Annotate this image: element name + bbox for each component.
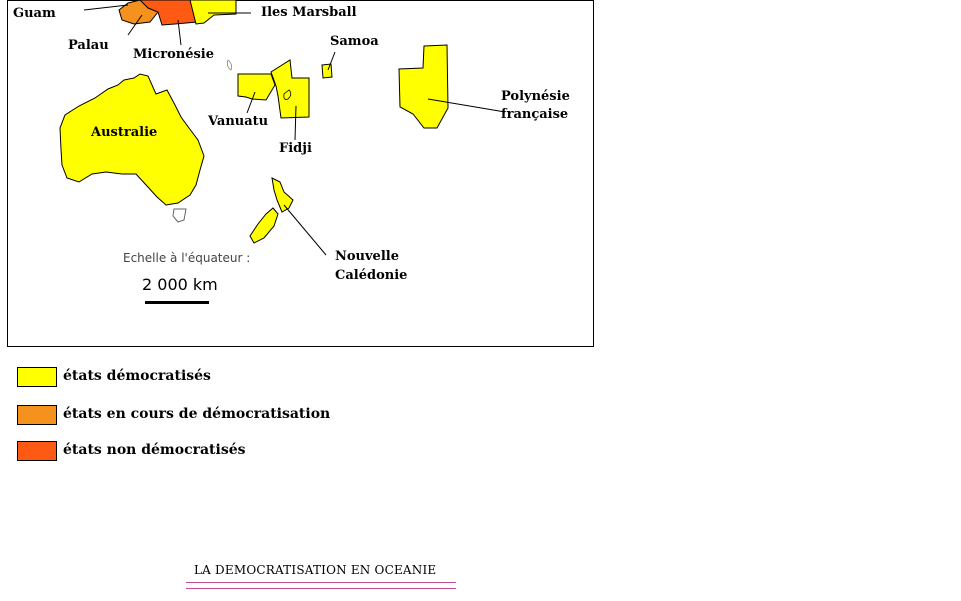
label-samoa: Samoa <box>330 34 379 49</box>
label-marshall: Iles Marsball <box>261 5 357 20</box>
label-fidji: Fidji <box>279 141 312 156</box>
label-polynesie-line2: française <box>501 107 569 122</box>
region-vanuatu <box>238 74 275 100</box>
legend-label-non-democratic: états non démocratisés <box>63 442 246 458</box>
legend-label-democratic: états démocratisés <box>63 368 211 384</box>
region-polynesie <box>399 45 448 128</box>
scale-caption: Echelle à l'équateur : <box>123 251 251 265</box>
title-underline-top <box>186 582 456 583</box>
island-outline <box>227 60 231 70</box>
label-micronesie: Micronésie <box>133 47 215 62</box>
legend-label-in-progress: états en cours de démocratisation <box>63 406 331 422</box>
title-underline-bottom <box>186 588 456 589</box>
label-palau: Palau <box>68 38 109 53</box>
region-caledonie-sud <box>250 208 278 243</box>
region-caledonie-nord <box>272 178 293 212</box>
label-caledonie-line2: Calédonie <box>335 268 408 283</box>
legend-swatch-in-progress <box>17 405 57 425</box>
region-marshall <box>190 0 236 24</box>
legend-swatch-democratic <box>17 367 57 387</box>
region-tasmanie <box>173 209 186 222</box>
map-title: LA DEMOCRATISATION EN OCEANIE <box>194 563 437 577</box>
legend-swatch-non-democratic <box>17 441 57 461</box>
label-vanuatu: Vanuatu <box>208 114 269 129</box>
leader-caledonie <box>284 205 326 255</box>
label-polynesie-line1: Polynésie <box>501 89 570 104</box>
label-caledonie-line1: Nouvelle <box>335 249 399 264</box>
scale-value: 2 000 km <box>142 275 218 294</box>
region-samoa <box>322 64 332 78</box>
label-australie: Australie <box>91 125 158 140</box>
label-guam: Guam <box>13 6 56 21</box>
region-fidji <box>271 60 309 118</box>
scale-bar <box>145 301 209 304</box>
